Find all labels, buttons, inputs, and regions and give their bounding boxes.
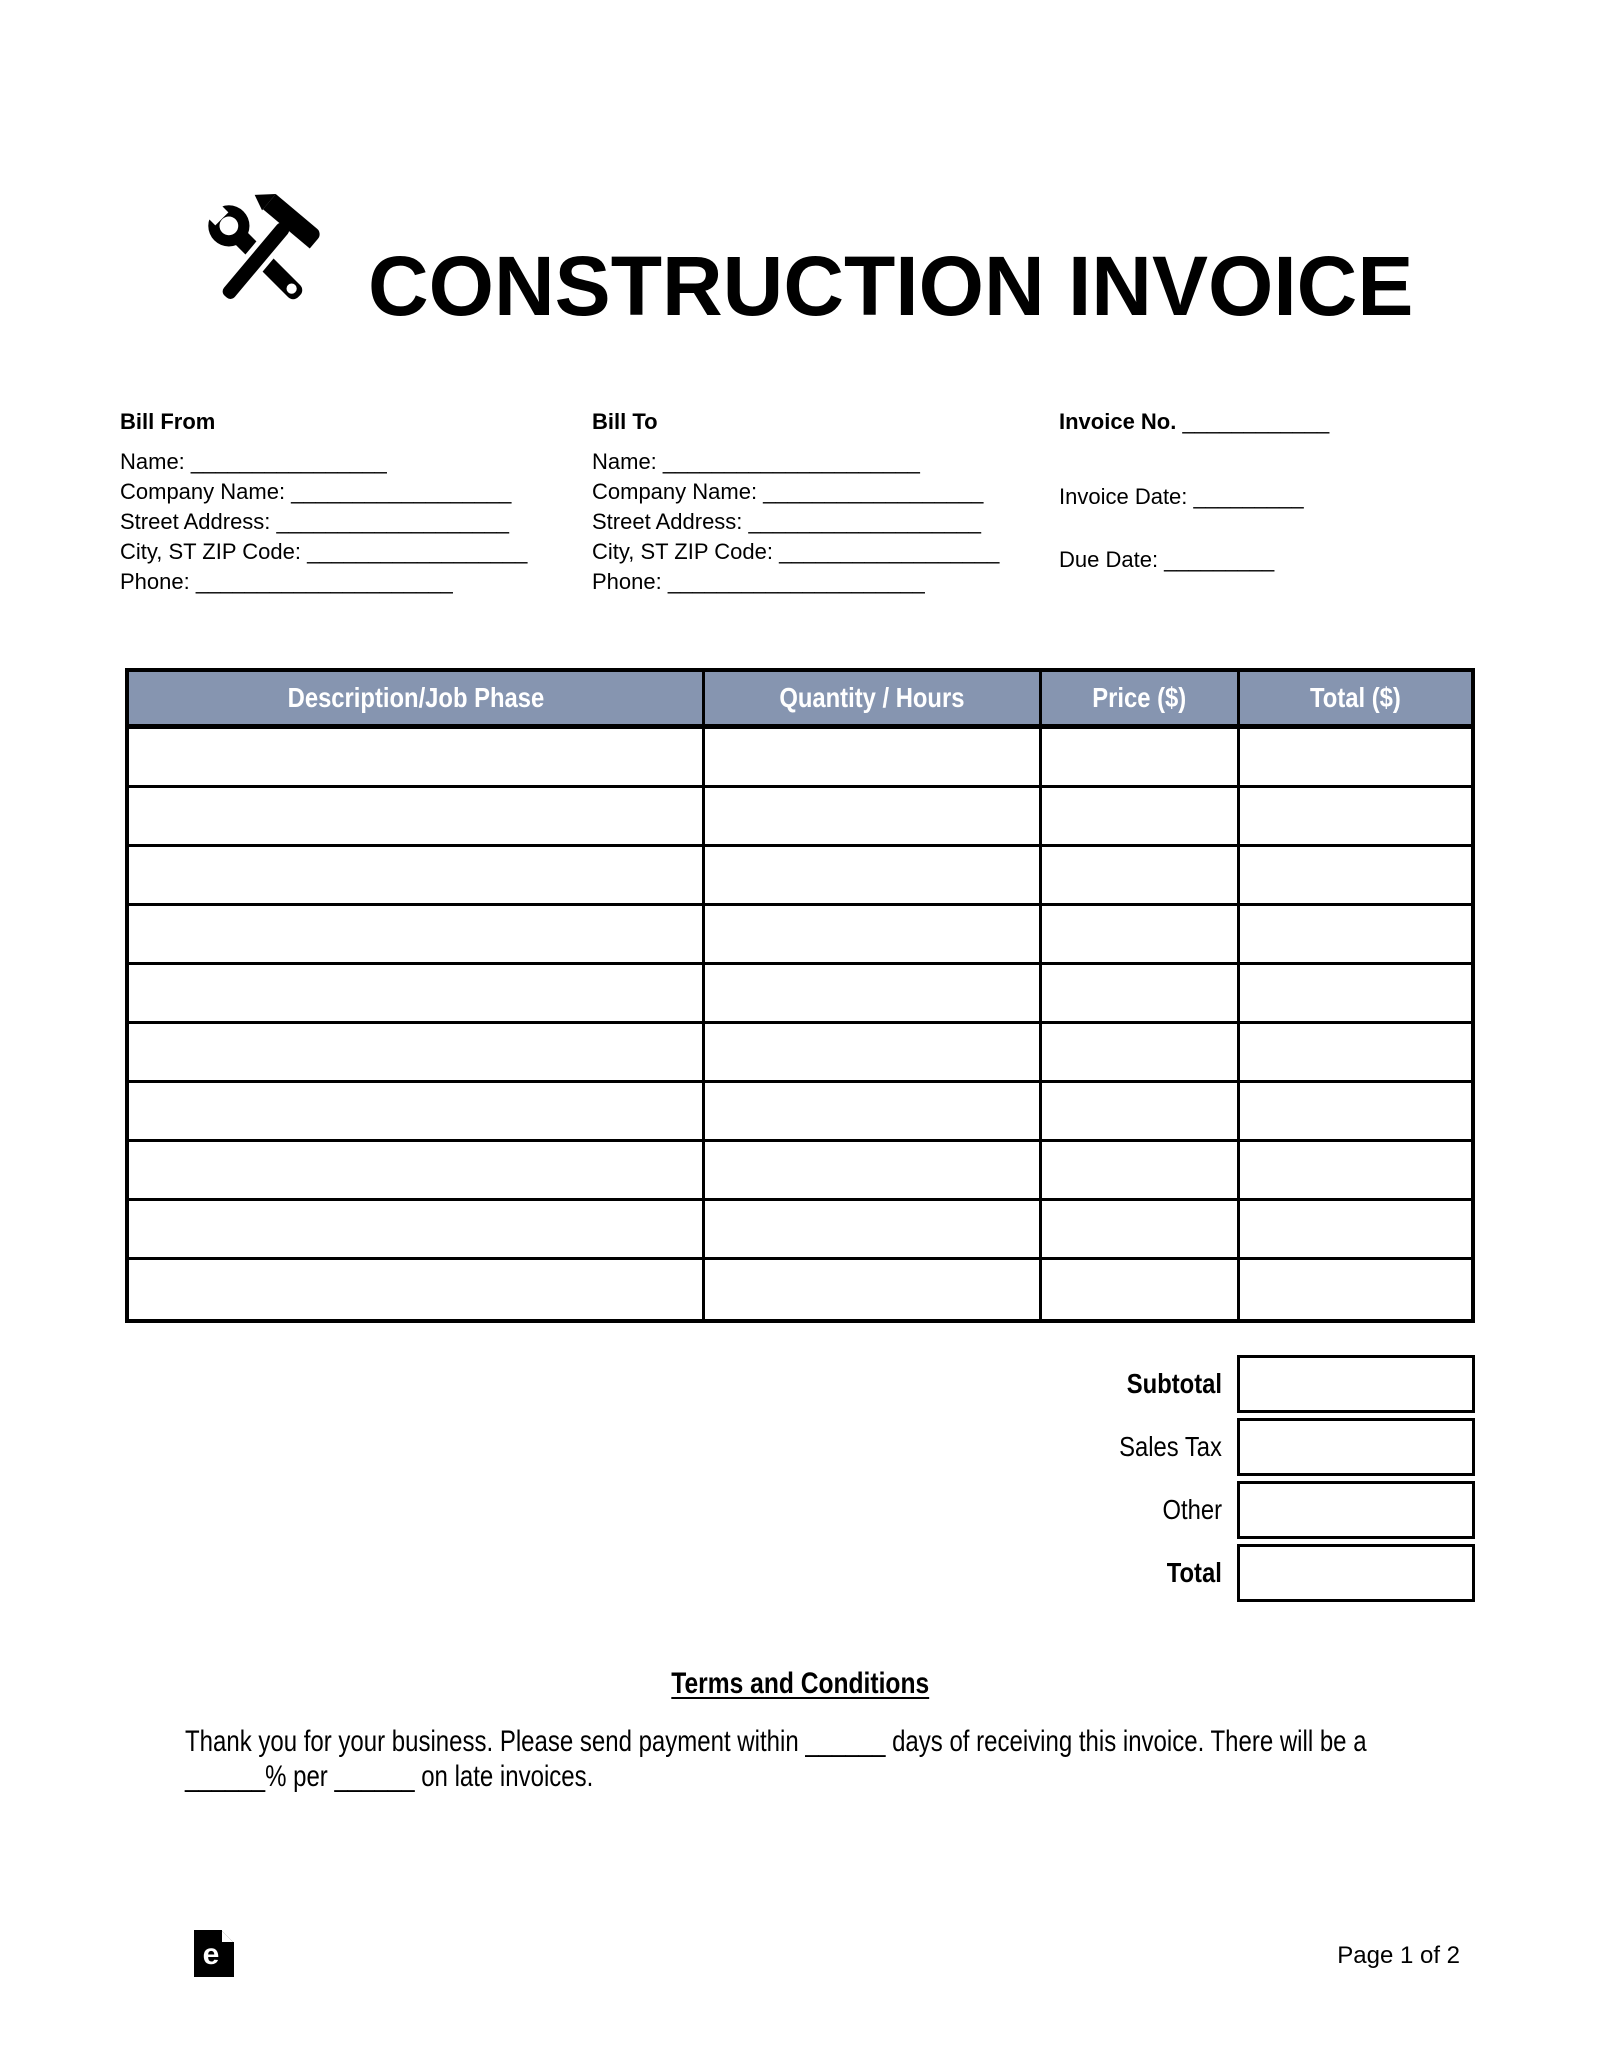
table-row	[129, 788, 1471, 847]
invoice-number-label: Invoice No.	[1059, 409, 1177, 434]
table-cell-empty	[705, 788, 1042, 844]
table-cell-empty	[129, 1024, 705, 1080]
bill-from-section	[120, 407, 580, 597]
table-cell-empty	[129, 1083, 705, 1139]
column-header-description: Description/Job Phase	[129, 672, 705, 724]
bill-to-company-line: Company Name: __________________	[592, 479, 984, 504]
invoice-number-line	[1059, 407, 1489, 437]
table-cell-empty	[1240, 1142, 1471, 1198]
bill-from-street-line: Street Address: ___________________	[120, 509, 509, 534]
table-cell-empty	[1042, 906, 1240, 962]
eforms-logo	[194, 1930, 234, 1977]
table-cell-empty	[705, 1083, 1042, 1139]
bill-from-name-line: Name: ________________	[120, 449, 387, 474]
bill-from-company-line: Company Name: __________________	[120, 479, 512, 504]
invoice-meta-section	[1059, 407, 1489, 575]
bill-from-phone-line: Phone: _____________________	[120, 569, 453, 594]
table-cell-empty	[129, 1142, 705, 1198]
page-title: CONSTRUCTION INVOICE	[368, 239, 1414, 333]
total-label: Total	[1166, 1557, 1222, 1588]
table-cell-empty	[129, 847, 705, 903]
table-row	[129, 847, 1471, 906]
bill-to-heading: Bill To	[592, 409, 658, 434]
subtotal-label: Subtotal	[1126, 1368, 1222, 1399]
bill-to-section	[592, 407, 1052, 597]
table-cell-empty	[1240, 847, 1471, 903]
total-value-box	[1237, 1544, 1475, 1602]
sales-tax-value-box	[1237, 1418, 1475, 1476]
table-cell-empty	[705, 1024, 1042, 1080]
table-row	[129, 906, 1471, 965]
table-row	[129, 1142, 1471, 1201]
table-cell-empty	[129, 965, 705, 1021]
other-value-box	[1237, 1481, 1475, 1539]
table-row	[129, 1260, 1471, 1319]
table-cell-empty	[705, 965, 1042, 1021]
table-header-row	[129, 672, 1471, 729]
items-table	[125, 668, 1475, 1323]
table-cell-empty	[129, 906, 705, 962]
table-cell-empty	[705, 1260, 1042, 1319]
table-cell-empty	[1240, 1024, 1471, 1080]
table-row	[129, 965, 1471, 1024]
terms-heading: Terms and Conditions	[671, 1667, 929, 1700]
table-cell-empty	[1240, 1083, 1471, 1139]
table-cell-empty	[705, 729, 1042, 785]
terms-body: Thank you for your business. Please send payment within ______ days of receiving this invoice. There will be a ______% per ______ on late invoices.	[185, 1725, 1367, 1793]
table-cell-empty	[1042, 1201, 1240, 1257]
invoice-number-blank: ____________	[1176, 409, 1330, 434]
table-cell-empty	[1240, 906, 1471, 962]
bill-to-city-line: City, ST ZIP Code: __________________	[592, 539, 1000, 564]
table-cell-empty	[705, 847, 1042, 903]
table-cell-empty	[129, 1201, 705, 1257]
table-cell-empty	[1042, 729, 1240, 785]
table-cell-empty	[705, 1142, 1042, 1198]
table-cell-empty	[1042, 1142, 1240, 1198]
table-cell-empty	[1042, 1260, 1240, 1319]
table-cell-empty	[1042, 1083, 1240, 1139]
table-cell-empty	[1240, 729, 1471, 785]
svg-text:e: e	[202, 1938, 220, 1971]
page-number: Page 1 of 2	[1337, 1942, 1460, 1969]
table-row	[129, 1024, 1471, 1083]
table-body	[129, 729, 1471, 1319]
subtotal-value-box	[1237, 1355, 1475, 1413]
bill-from-city-line: City, ST ZIP Code: __________________	[120, 539, 528, 564]
sales-tax-label: Sales Tax	[1119, 1431, 1222, 1462]
column-header-total: Total ($)	[1310, 682, 1401, 713]
hammer-wrench-icon	[188, 182, 330, 330]
bill-to-phone-line: Phone: _____________________	[592, 569, 925, 594]
other-label: Other	[1162, 1494, 1222, 1525]
table-cell-empty	[1240, 1201, 1471, 1257]
table-row	[129, 1201, 1471, 1260]
table-cell-empty	[1240, 1260, 1471, 1319]
bill-from-heading: Bill From	[120, 409, 216, 434]
table-cell-empty	[705, 1201, 1042, 1257]
bill-to-name-line: Name: _____________________	[592, 449, 920, 474]
column-header-quantity: Quantity / Hours	[705, 672, 1042, 724]
table-cell-empty	[1042, 788, 1240, 844]
table-row	[129, 1083, 1471, 1142]
column-header-price: Price ($)	[1042, 672, 1240, 724]
table-cell-empty	[1042, 847, 1240, 903]
table-cell-empty	[1042, 1024, 1240, 1080]
invoice-date-line: Invoice Date: _________	[1059, 484, 1304, 509]
due-date-line: Due Date: _________	[1059, 547, 1275, 572]
table-row	[129, 729, 1471, 788]
table-cell-empty	[1240, 788, 1471, 844]
table-cell-empty	[1042, 965, 1240, 1021]
table-cell-empty	[129, 1260, 705, 1319]
table-cell-empty	[129, 788, 705, 844]
table-cell-empty	[129, 729, 705, 785]
bill-to-street-line: Street Address: ___________________	[592, 509, 981, 534]
table-cell-empty	[1240, 965, 1471, 1021]
table-cell-empty	[705, 906, 1042, 962]
